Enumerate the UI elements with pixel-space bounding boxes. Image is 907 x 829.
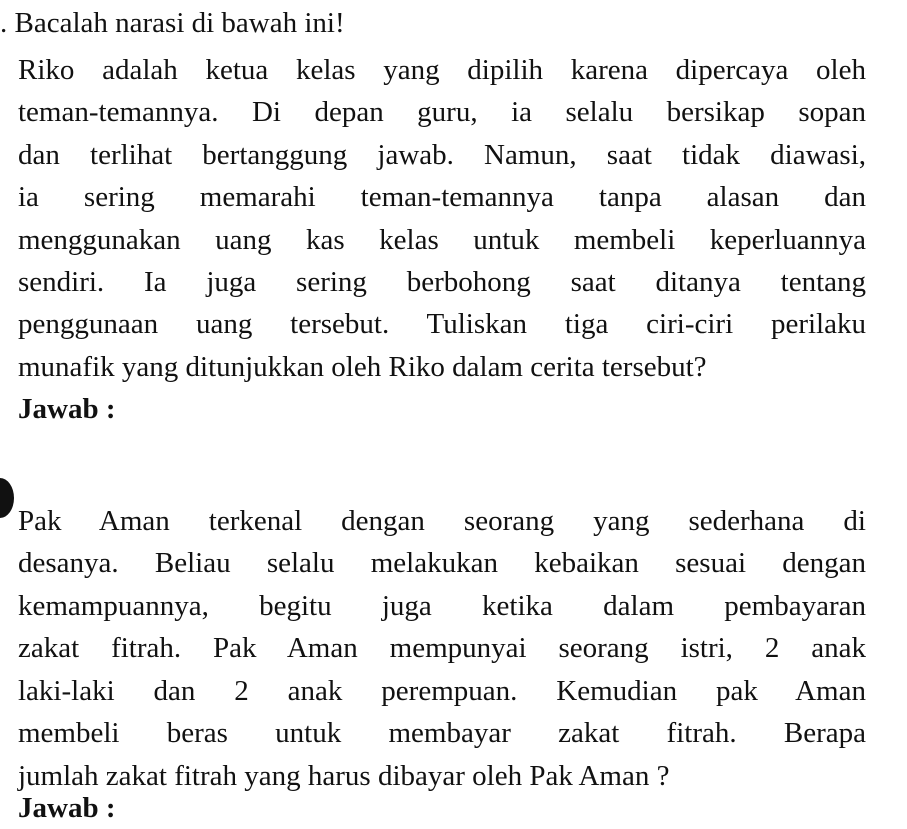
question-1-line: menggunakan uang kas kelas untuk membeli keperluannya: [18, 224, 866, 256]
question-1-line: penggunaan uang tersebut. Tuliskan tiga ciri-ciri perilaku: [18, 308, 866, 340]
question-2-answer-label: Jawab :: [18, 792, 116, 824]
question-1-answer-label: Jawab :: [18, 393, 116, 425]
question-number-marker: [0, 478, 14, 518]
question-2-line: laki-laki dan 2 anak perempuan. Kemudian pak Aman: [18, 675, 866, 707]
question-1-line: dan terlihat bertanggung jawab. Namun, saat tidak diawasi,: [18, 139, 866, 171]
question-2-line: jumlah zakat fitrah yang harus dibayar oleh Pak Aman ?: [18, 760, 670, 792]
instruction-heading: . Bacalah narasi di bawah ini!: [0, 7, 345, 39]
question-1-line: munafik yang ditunjukkan oleh Riko dalam cerita tersebut?: [18, 351, 707, 383]
question-2-line: kemampuannya, begitu juga ketika dalam pembayaran: [18, 590, 866, 622]
question-2-line: zakat fitrah. Pak Aman mempunyai seorang istri, 2 anak: [18, 632, 866, 664]
question-2-line: Pak Aman terkenal dengan seorang yang sederhana di: [18, 505, 866, 537]
question-1-line: Riko adalah ketua kelas yang dipilih karena dipercaya oleh: [18, 54, 866, 86]
question-1-line: sendiri. Ia juga sering berbohong saat ditanya tentang: [18, 266, 866, 298]
question-2-line: desanya. Beliau selalu melakukan kebaikan sesuai dengan: [18, 547, 866, 579]
question-1-line: teman-temannya. Di depan guru, ia selalu bersikap sopan: [18, 96, 866, 128]
question-2-line: membeli beras untuk membayar zakat fitrah. Berapa: [18, 717, 866, 749]
question-1-line: ia sering memarahi teman-temannya tanpa alasan dan: [18, 181, 866, 213]
